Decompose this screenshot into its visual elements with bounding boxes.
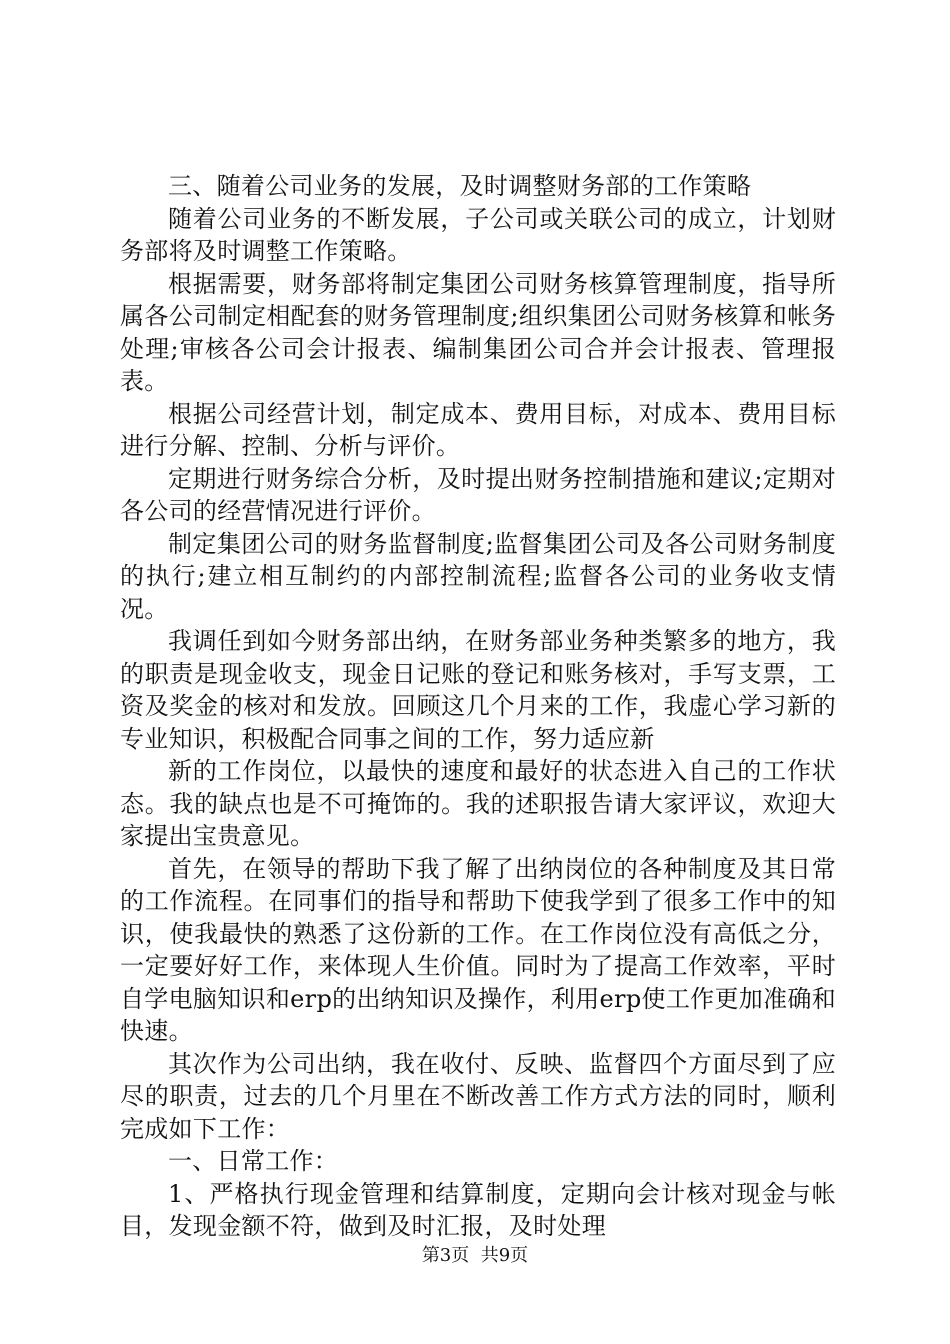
paragraph: 定期进行财务综合分析，及时提出财务控制措施和建议;定期对各公司的经营情况进行评价。 <box>120 464 836 525</box>
paragraph: 其次作为公司出纳，我在收付、反映、监督四个方面尽到了应尽的职责，过去的几个月里在不断改善工作方式方法的同时，顺利完成如下工作： <box>120 1049 836 1143</box>
page-footer <box>0 1244 950 1268</box>
paragraph: 新的工作岗位，以最快的速度和最好的状态进入自己的工作状态。我的缺点也是不可掩饰的。我的述职报告请大家评议，欢迎大家提出宝贵意见。 <box>120 757 836 850</box>
paragraph-list-item-1: 1、严格执行现金管理和结算制度，定期向会计核对现金与帐目，发现金额不符，做到及时汇报，及时处理 <box>120 1179 836 1240</box>
paragraph: 首先，在领导的帮助下我了解了出纳岗位的各种制度及其日常的工作流程。在同事们的指导和帮助下使我学到了很多工作中的知识，使我最快的熟悉了这份新的工作。在工作岗位没有高低之分，一定要好好工作，来体现人生价值。同时为了提高工作效率，平时自学电脑知识和erp的出纳知识及操作，利用erp使工作更加准确和快速。 <box>120 854 836 1045</box>
page-number-label: 第3页 共9页 <box>421 1245 529 1266</box>
paragraph-heading-3: 三、随着公司业务的发展，及时调整财务部的工作策略 <box>168 172 752 200</box>
paragraph: 根据需要，财务部将制定集团公司财务核算管理制度，指导所属各公司制定相配套的财务管理制度;组织集团公司财务核算和帐务处理;审核各公司会计报表、编制集团公司合并会计报表、管理报表。 <box>120 269 836 395</box>
paragraph: 随着公司业务的不断发展，子公司或关联公司的成立，计划财务部将及时调整工作策略。 <box>120 204 836 265</box>
document-body <box>120 170 836 1243</box>
paragraph-heading-daily-work: 一、日常工作： <box>168 1147 339 1175</box>
paragraph: 根据公司经营计划，制定成本、费用目标，对成本、费用目标进行分解、控制、分析与评价。 <box>120 399 836 460</box>
paragraph: 我调任到如今财务部出纳，在财务部业务种类繁多的地方，我的职责是现金收支，现金日记账的登记和账务核对，手写支票，工资及奖金的核对和发放。回顾这几个月来的工作，我虚心学习新的专业知识，积极配合同事之间的工作，努力适应新 <box>120 627 836 753</box>
paragraph: 制定集团公司的财务监督制度;监督集团公司及各公司财务制度的执行;建立相互制约的内部控制流程;监督各公司的业务收支情况。 <box>120 529 836 623</box>
